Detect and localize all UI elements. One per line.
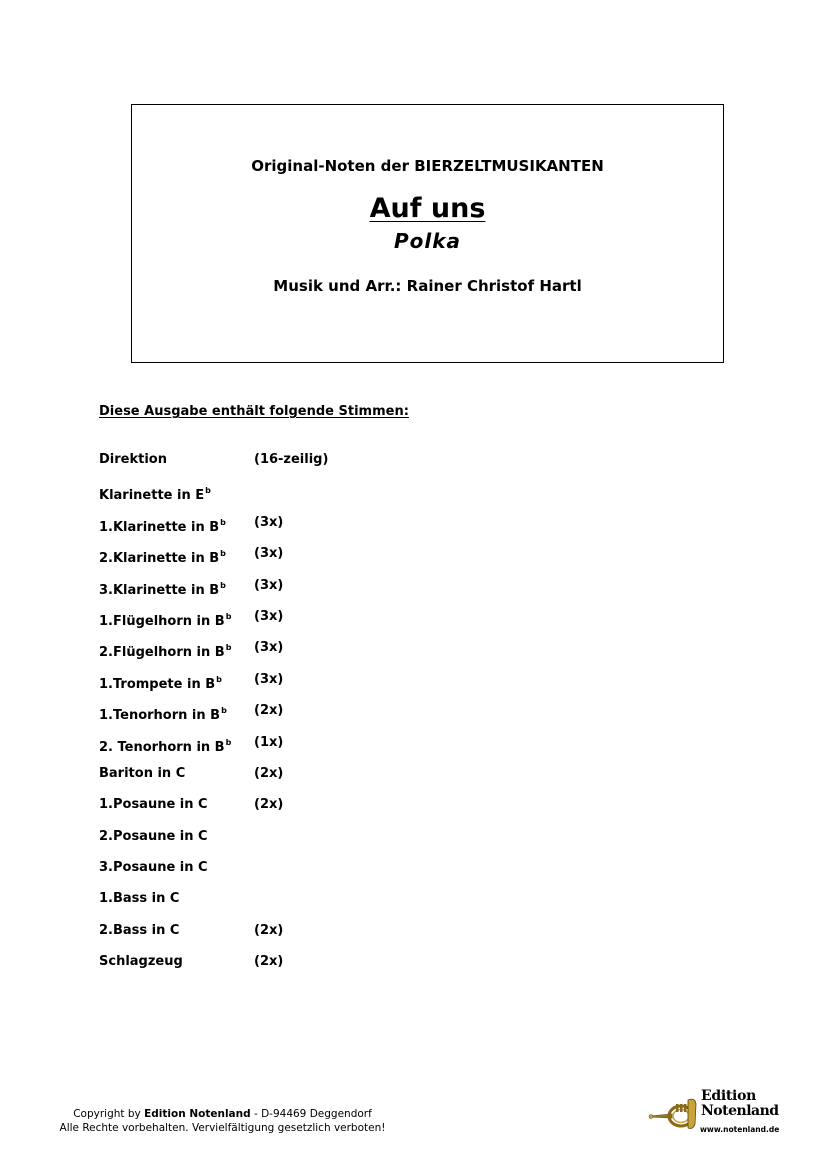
part-name-text: Direktion [99,452,167,467]
parts-list [99,451,499,985]
publisher-name: Edition Notenland [144,1108,251,1120]
part-name-text: 1.Posaune in C [99,797,208,813]
part-name [99,828,208,846]
part-name [99,890,179,908]
part-key-flat: b [220,580,226,590]
part-name [99,796,208,814]
part-count: (2x) [254,765,284,781]
part-row [99,859,499,890]
part-name-text: 1.Bass in C [99,891,180,907]
part-key-flat: b [225,611,232,621]
logo-text-notenland: Notenland [701,1103,779,1119]
part-count: (2x) [254,703,284,719]
part-name-text: 3.Klarinette in B [99,582,220,598]
part-count: (2x) [254,922,284,938]
part-row [99,451,499,482]
part-name [99,702,227,725]
part-name [99,639,231,662]
part-name-text: 2.Klarinette in B [99,551,220,567]
part-key-flat: b [220,517,226,527]
song-genre: Polka [393,229,462,253]
part-name-text: 3.Posaune in C [99,860,208,876]
part-name [99,545,226,568]
publisher-logo [648,1088,783,1138]
composer-credit: Musik und Arr.: Rainer Christof Hartl [273,277,582,295]
copyright-line [50,1107,395,1121]
part-key-flat: b [225,737,232,747]
part-row [99,671,499,702]
part-name [99,859,208,877]
part-key-flat: b [220,549,226,559]
flugelhorn-icon [648,1094,698,1132]
part-name-text: 2.Posaune in C [99,828,208,844]
part-row [99,953,499,984]
part-row [99,639,499,670]
copyright-footer [50,1107,395,1135]
part-name-text: Schlagzeug [99,954,183,970]
part-count: (3x) [254,546,284,562]
song-title [132,193,723,225]
part-key-flat: b [221,706,227,716]
part-name-text: 2.Flügelhorn in B [99,645,225,661]
collection-name: Original-Noten der BIERZELTMUSIKANTEN [251,157,604,175]
part-count: (3x) [254,577,284,593]
part-name [99,451,167,469]
part-key-flat: b [216,674,222,684]
part-count: (3x) [254,514,284,530]
part-name-text: Bariton in C [99,765,186,781]
logo-text-edition: Edition [701,1088,756,1104]
part-row [99,765,499,796]
part-row [99,545,499,576]
part-name-text: 1.Klarinette in B [99,519,220,535]
part-count: (16-zeilig) [254,452,329,467]
part-name [99,482,211,505]
part-count: (3x) [254,671,284,687]
song-title-text: Auf uns [369,193,486,224]
title-box [131,104,724,363]
part-count: (2x) [254,797,284,813]
contents-heading: Diese Ausgabe enthält folgende Stimmen: [99,404,409,419]
part-count: (1x) [254,734,284,750]
part-name [99,671,222,694]
part-row [99,608,499,639]
part-name-text: 1.Flügelhorn in B [99,613,225,629]
part-name-text: 2.Bass in C [99,922,180,938]
part-row [99,890,499,921]
part-name [99,608,231,631]
part-name [99,734,231,757]
logo-url: www.notenland.de [700,1125,780,1134]
part-name [99,922,179,940]
part-name-text: 1.Tenorhorn in B [99,708,221,724]
publisher-address: - D-94469 Deggendorf [250,1108,372,1120]
copyright-prefix: Copyright by [73,1108,145,1120]
part-key-flat: b [225,643,232,653]
part-name [99,765,185,783]
part-count: (2x) [254,954,284,970]
part-count: (3x) [254,640,284,656]
part-row [99,514,499,545]
part-row [99,828,499,859]
part-row [99,702,499,733]
part-row [99,482,499,513]
part-name [99,953,183,971]
part-name-text: 1.Trompete in B [99,676,216,692]
part-row [99,922,499,953]
part-name [99,577,226,600]
part-row [99,796,499,827]
part-key-flat: b [205,486,211,496]
part-count: (3x) [254,608,284,624]
part-name-text: 2. Tenorhorn in B [99,739,225,755]
part-name-text: Klarinette in E [99,488,205,504]
part-row [99,577,499,608]
part-name [99,514,226,537]
rights-line: Alle Rechte vorbehalten. Vervielfältigung gesetzlich verboten! [59,1122,386,1134]
part-row [99,734,499,765]
